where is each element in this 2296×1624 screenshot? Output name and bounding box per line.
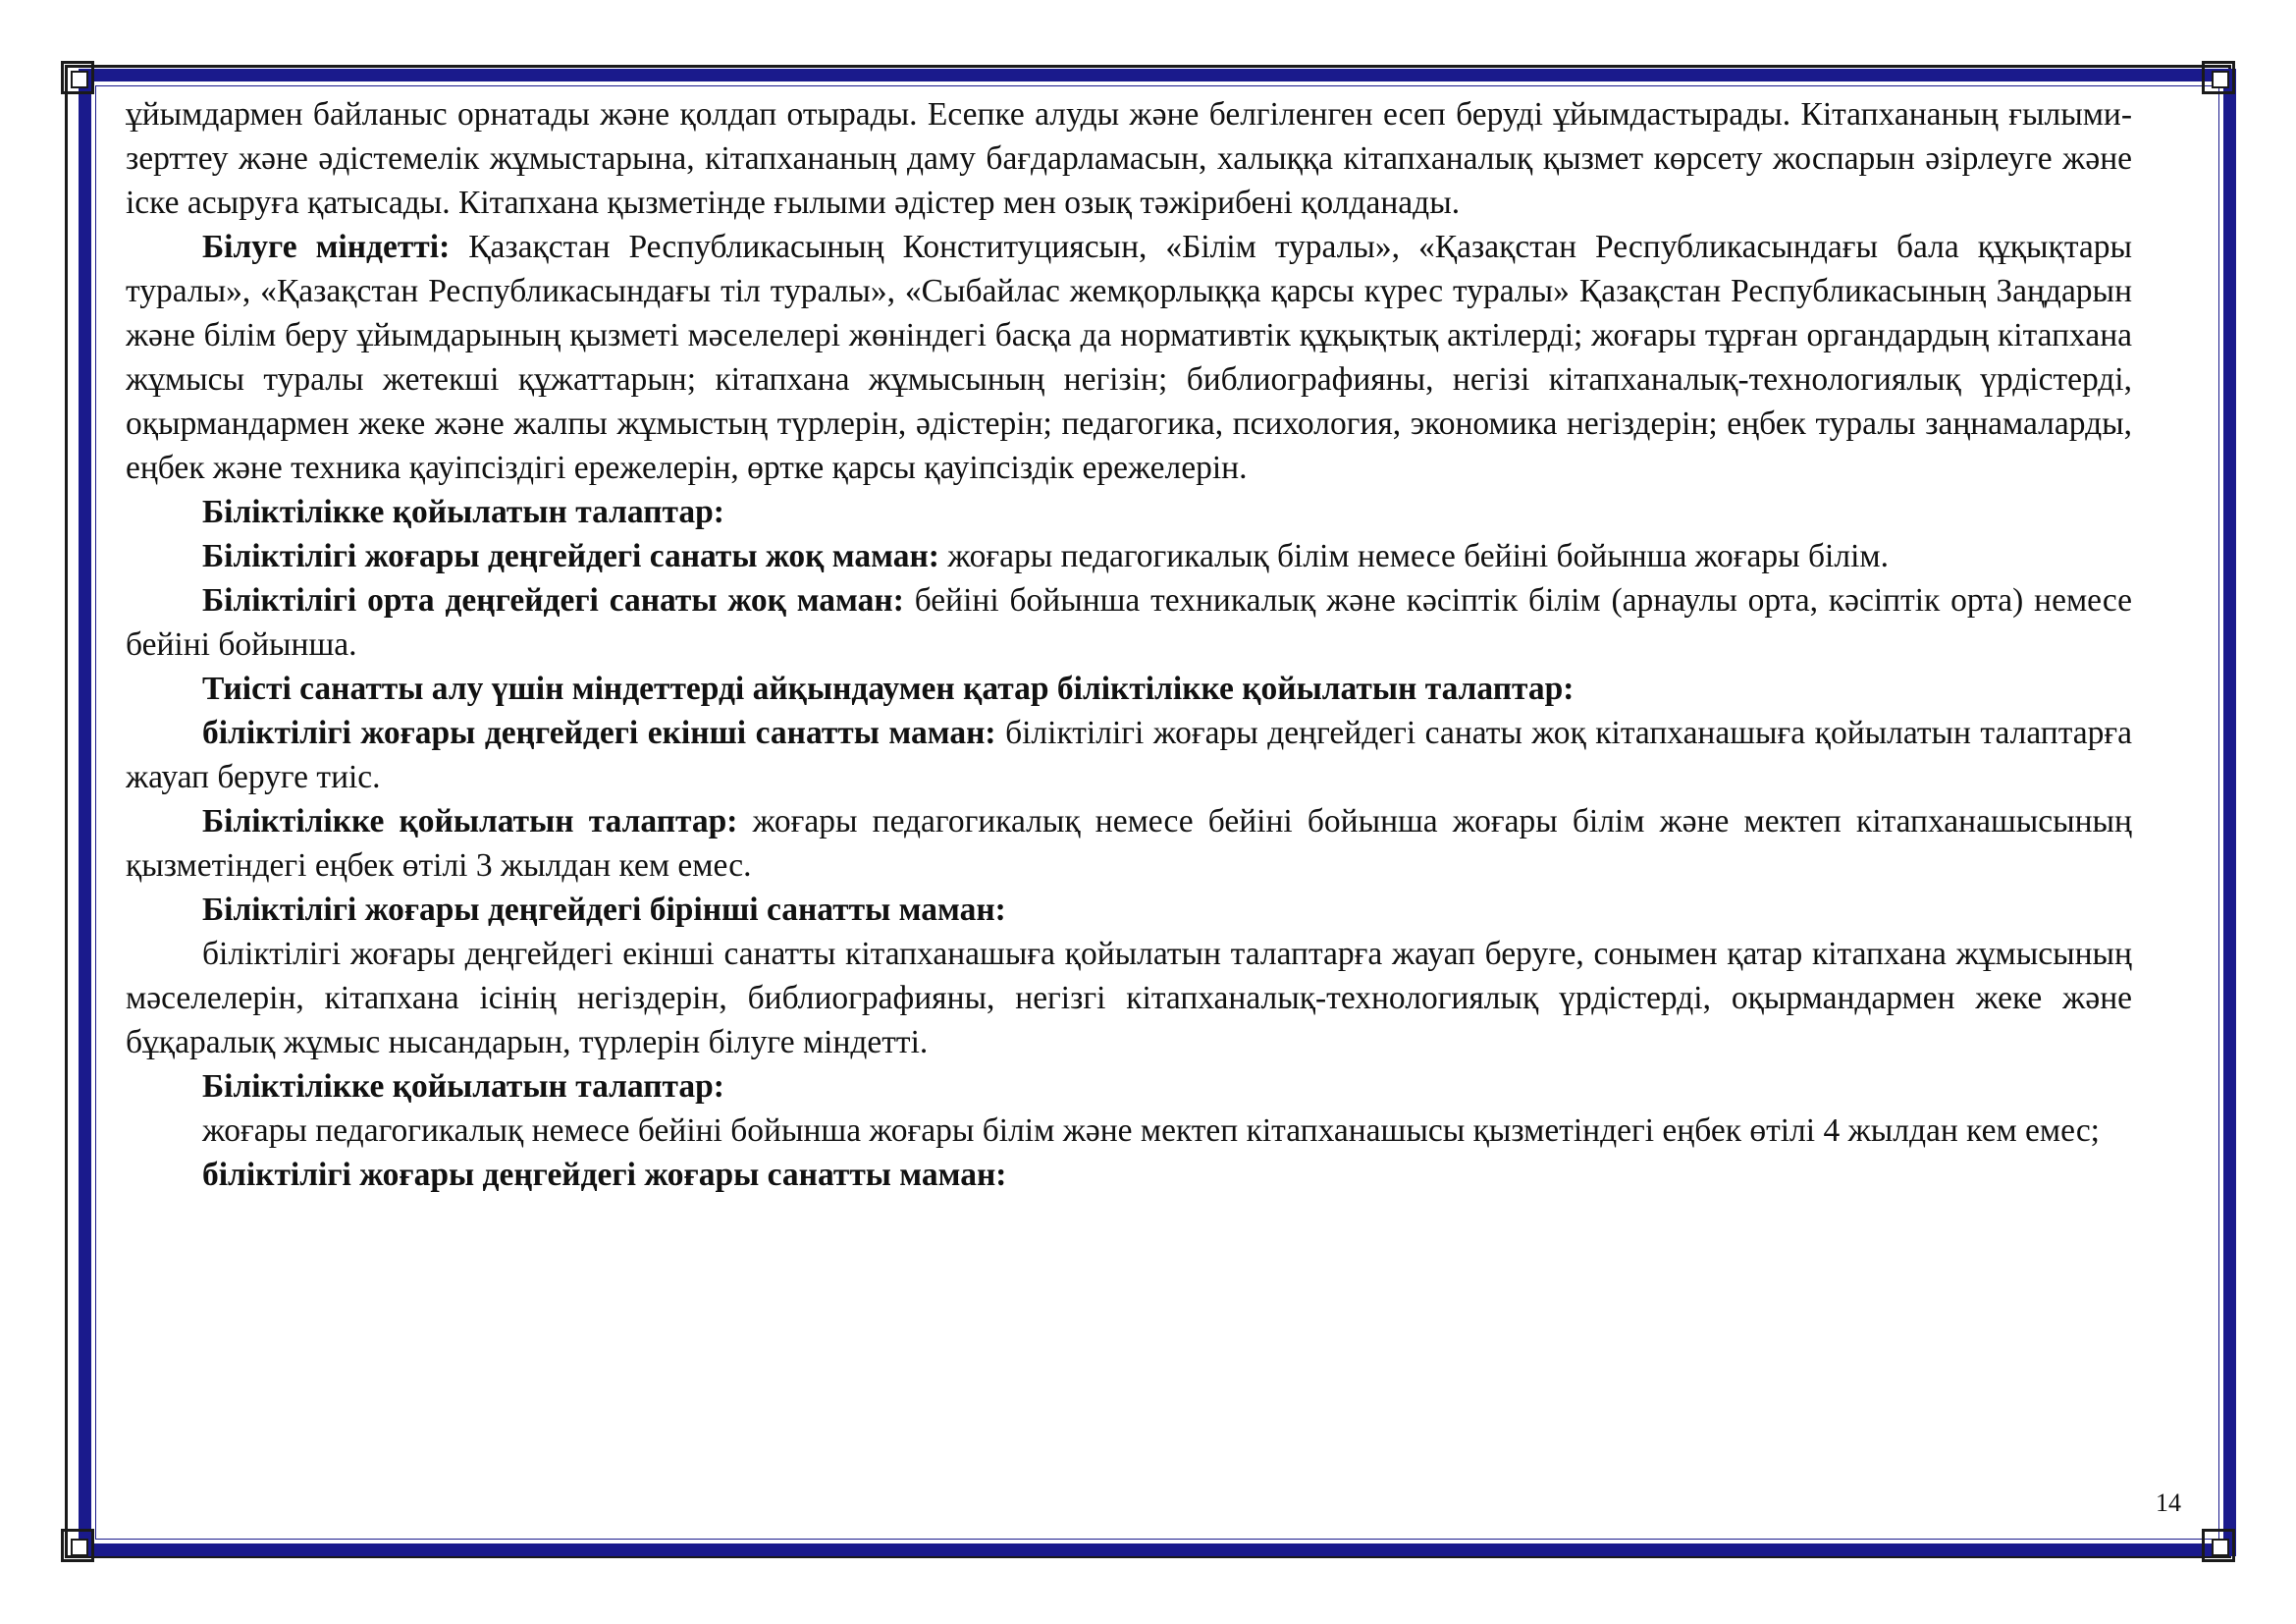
heading-first-category-requirements: Біліктілікке қойылатын талаптар: bbox=[202, 1068, 724, 1105]
paragraph-label: Біліктілігі жоғары деңгейдегі санаты жоқ маман: bbox=[202, 538, 939, 574]
paragraph-text: жоғары педагогикалық немесе бейіні бойынша жоғары білім және мектеп кітапханашысының қызметіндегі еңбек өтілі 3 жылдан кем емес. bbox=[126, 803, 2132, 884]
corner-ornament-bottom-left bbox=[61, 1529, 94, 1562]
paragraph-text: Қазақстан Республикасының Конституциясын, «Білім туралы», «Қазақстан Республикасындағы бала құқықтары туралы», «Қазақстан Республикасындағы тіл туралы», «Сыбайлас жемқорлыққа қарсы күрес туралы» Қазақстан Республикасының Заңдарын және білім беру ұйымдарының қызметі мәселелері жөніндегі басқа да нормативтік құқықтық актілерді; жоғары тұрған органдардың кітапхана жұмысы туралы жетекші құжаттарын; кітапхана жұмысының негізін; библиографияны, негізі кітапханалық-технологиялық үрдістерді, оқырмандармен жеке және жалпы жұмыстың түрлерін, әдістерін; педагогика, психология, экономика негіздерін; еңбек туралы заңнамаларды, еңбек және техника қауіпсіздігі ережелерін, өртке қарсы қауіпсіздік ережелерін. bbox=[126, 229, 2132, 486]
corner-ornament-top-right bbox=[2202, 61, 2235, 94]
corner-ornament-bottom-right bbox=[2202, 1529, 2235, 1562]
paragraph-text: біліктілігі жоғары деңгейдегі санаты жоқ кітапханашыға қойылатын талаптарға жауап беруге тиіс. bbox=[126, 715, 2132, 795]
page-number: 14 bbox=[2156, 1489, 2181, 1517]
heading-first-category: Біліктілігі жоғары деңгейдегі бірінші санатты маман: bbox=[202, 892, 1006, 928]
corner-ornament-top-left bbox=[61, 61, 94, 94]
paragraph-second-category-requirements bbox=[126, 799, 2132, 888]
paragraph-label: Білуге міндетті: bbox=[202, 229, 451, 265]
paragraph-first-category-experience: жоғары педагогикалық немесе бейіні бойынша жоғары білім және мектеп кітапханашысы қызметіндегі еңбек өтілі 4 жылдан кем емес; bbox=[202, 1112, 2100, 1149]
paragraph-text: жоғары педагогикалық білім немесе бейіні бойынша жоғары білім. bbox=[938, 538, 1889, 574]
heading-category-requirements: Тиісті санатты алу үшін міндеттерді айқындаумен қатар біліктілікке қойылатын талаптар: bbox=[202, 671, 1575, 707]
paragraph-second-category bbox=[126, 711, 2132, 799]
paragraph-mid-level-no-category bbox=[126, 578, 2132, 667]
paragraph-label: біліктілігі жоғары деңгейдегі екінші санатты маман: bbox=[202, 715, 996, 751]
paragraph-first-category-duties: біліктілігі жоғары деңгейдегі екінші санатты кітапханашыға қойылатын талаптарға жауап беруге, сонымен қатар кітапхана жұмысының мәселелерін, кітапхана ісінің негіздерін, библиографияны, негізгі кітапханалық-технологиялық үрдістерді, оқырмандармен жеке және бұқаралық жұмыс нысандарын, түрлерін білуге міндетті. bbox=[126, 936, 2132, 1060]
paragraph-continuation: ұйымдармен байланыс орнатады және қолдап отырады. Есепке алуды және белгіленген есеп беруді ұйымдастырады. Кітапхананың ғылыми-зерттеу және әдістемелік жұмыстарына, кітапхананың даму бағдарламасын, халыққа кітапханалық қызмет көрсету жоспарын әзірлеуге және іске асыруға қатысады. Кітапхана қызметінде ғылыми әдістер мен озық тәжірибені қолданады. bbox=[126, 101, 2132, 221]
paragraph-higher-level-no-category bbox=[126, 534, 2132, 578]
paragraph-label: Біліктілікке қойылатын талаптар: bbox=[202, 803, 738, 839]
paragraph-label: Біліктілігі орта деңгейдегі санаты жоқ маман: bbox=[202, 582, 904, 619]
document-body bbox=[126, 101, 2132, 1495]
heading-highest-category: біліктілігі жоғары деңгейдегі жоғары санатты маман: bbox=[202, 1157, 1007, 1193]
heading-qualification-requirements: Біліктілікке қойылатын талаптар: bbox=[202, 494, 724, 530]
paragraph-required-knowledge bbox=[126, 225, 2132, 490]
paragraph-text: бейіні бойынша техникалық және кәсіптік білім (арнаулы орта, кәсіптік орта) немесе бейіні бойынша. bbox=[126, 582, 2132, 663]
